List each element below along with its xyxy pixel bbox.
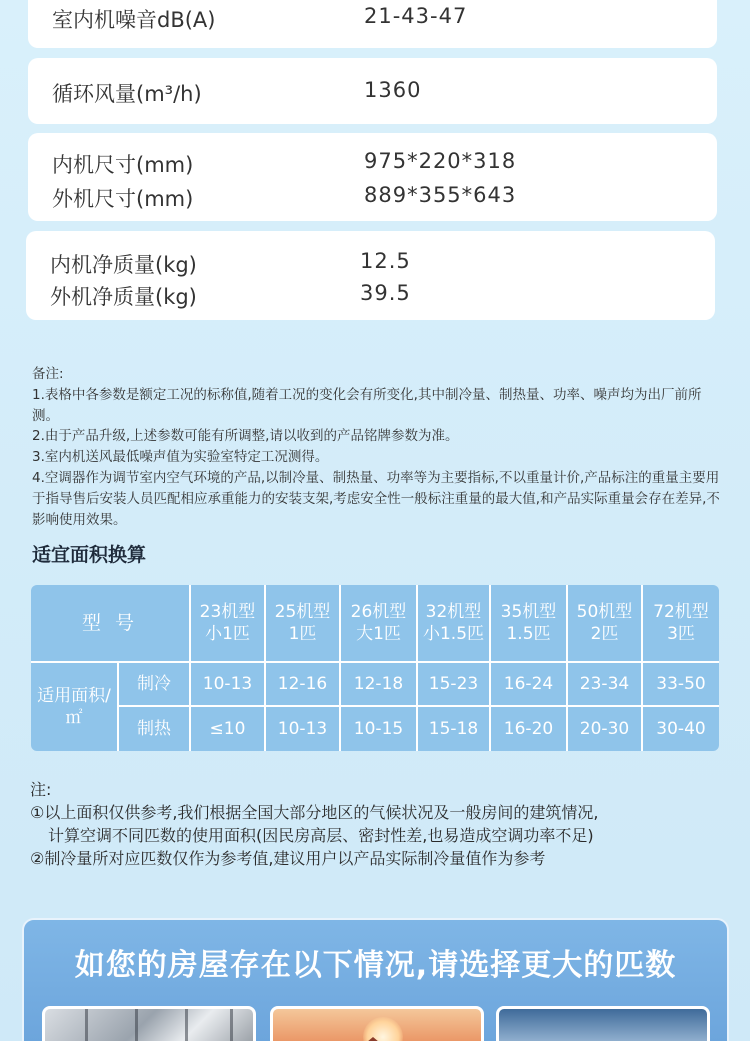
model-power: 1匹 [288, 624, 317, 644]
notes-section [32, 364, 722, 530]
outdoor-size-label: 外机尺寸(mm) [52, 187, 194, 211]
heating-value: 20-30 [579, 719, 630, 739]
model-header-cell [568, 585, 641, 661]
table-divider [489, 585, 491, 751]
indoor-weight-value: 12.5 [360, 249, 411, 273]
heating-value: ≤10 [209, 719, 246, 739]
building-stripe [135, 1009, 138, 1041]
footnote-line: ①以上面积仅供参考,我们根据全国大部分地区的气候状况及一般房间的建筑情况, [30, 803, 599, 822]
footnote-heading: 注: [30, 780, 52, 799]
airflow-value: 1360 [364, 78, 422, 102]
table-divider [566, 585, 568, 751]
table-divider [339, 585, 341, 751]
table-divider [31, 661, 719, 663]
model-name: 35机型 [500, 602, 557, 622]
cooling-value: 16-24 [503, 674, 554, 694]
heating-value: 15-18 [428, 719, 479, 739]
model-name: 32机型 [425, 602, 482, 622]
note-item: 4.空调器作为调节室内空气环境的产品,以制冷量、制热量、功率等为主要指标,不以重量计价,产品标注的重量主要用于指导售后安装人员匹配相应承重能力的安装支架,考虑安全性一般标注重量的最大值,和产品实际重量会存在差异,不影响使用效果。 [32, 469, 720, 528]
model-header-cell [643, 585, 719, 661]
note-item: 1.表格中各参数是额定工况的标称值,随着工况的变化会有所变化,其中制冷量、制热量、功率、噪声均为出厂前所测。 [32, 386, 702, 424]
model-header-cell [191, 585, 264, 661]
snowy-forest-image [496, 1006, 710, 1041]
spec-card-airflow [28, 58, 717, 124]
cooling-value: 12-16 [277, 674, 328, 694]
model-power: 大1匹 [356, 624, 401, 644]
indoor-weight-label: 内机净质量(kg) [50, 253, 197, 277]
note-item: 3.室内机送风最低噪声值为实验室特定工况测得。 [32, 449, 329, 466]
table-divider [416, 585, 418, 751]
area-section-title: 适宜面积换算 [32, 544, 147, 566]
model-name: 26机型 [350, 602, 407, 622]
heating-value: 10-13 [277, 719, 328, 739]
heating-label: 制热 [137, 719, 171, 739]
table-divider [189, 585, 191, 751]
indoor-size-value: 975*220*318 [364, 149, 517, 173]
footnote-line: ②制冷量所对应匹数仅作为参考值,建议用户以产品实际制冷量值作为参考 [30, 849, 546, 868]
cooling-value: 10-13 [202, 674, 253, 694]
cooling-value: 15-23 [428, 674, 479, 694]
model-header: 型 号 [81, 612, 139, 634]
notes-heading: 备注: [32, 366, 64, 382]
promo-banner [22, 918, 729, 1041]
outdoor-weight-value: 39.5 [360, 281, 411, 305]
model-power: 小1匹 [205, 624, 250, 644]
mountain-icon [313, 1037, 433, 1041]
table-divider [119, 705, 719, 707]
model-power: 1.5匹 [506, 624, 551, 644]
sunset-image [270, 1006, 484, 1041]
indoor-size-label: 内机尺寸(mm) [52, 153, 194, 177]
spec-card-size [28, 133, 717, 221]
cooling-value: 12-18 [353, 674, 404, 694]
heating-value: 16-20 [503, 719, 554, 739]
heating-value: 10-15 [353, 719, 404, 739]
model-power: 3匹 [667, 624, 695, 644]
outdoor-weight-label: 外机净质量(kg) [50, 285, 197, 309]
model-power: 小1.5匹 [422, 624, 485, 644]
table-divider [264, 585, 266, 751]
spec-card-weight [26, 231, 715, 320]
area-table [31, 585, 719, 751]
spec-card-noise [28, 0, 717, 48]
noise-label: 室内机噪音dB(A) [52, 8, 216, 32]
cooling-value: 23-34 [579, 674, 630, 694]
building-stripe [85, 1009, 88, 1041]
model-name: 23机型 [199, 602, 256, 622]
footnotes-section [30, 778, 730, 870]
building-stripe [230, 1009, 233, 1041]
outdoor-size-value: 889*355*643 [364, 183, 517, 207]
table-divider [641, 585, 643, 751]
model-power: 2匹 [590, 624, 619, 644]
area-header: 适用面积/㎡ [37, 686, 111, 728]
model-header-cell [491, 585, 566, 661]
cooling-label: 制冷 [137, 674, 171, 694]
footnote-line: 计算空调不同匹数的使用面积(因民房高层、密封性差,也易造成空调功率不足) [48, 826, 594, 845]
building-stripe [185, 1009, 188, 1041]
promo-title: 如您的房屋存在以下情况,请选择更大的匹数 [74, 948, 677, 983]
model-name: 72机型 [653, 602, 709, 622]
model-header-cell [266, 585, 339, 661]
noise-value: 21-43-47 [364, 4, 468, 28]
model-header-cell [341, 585, 416, 661]
model-name: 50机型 [576, 602, 633, 622]
cooling-value: 33-50 [656, 674, 706, 694]
heating-value: 30-40 [656, 719, 706, 739]
airflow-label: 循环风量(m³/h) [52, 82, 202, 106]
model-name: 25机型 [274, 602, 331, 622]
high-rise-building-image [42, 1006, 256, 1041]
note-item: 2.由于产品升级,上述参数可能有所调整,请以收到的产品铭牌参数为准。 [32, 428, 459, 445]
model-header-cell [418, 585, 489, 661]
